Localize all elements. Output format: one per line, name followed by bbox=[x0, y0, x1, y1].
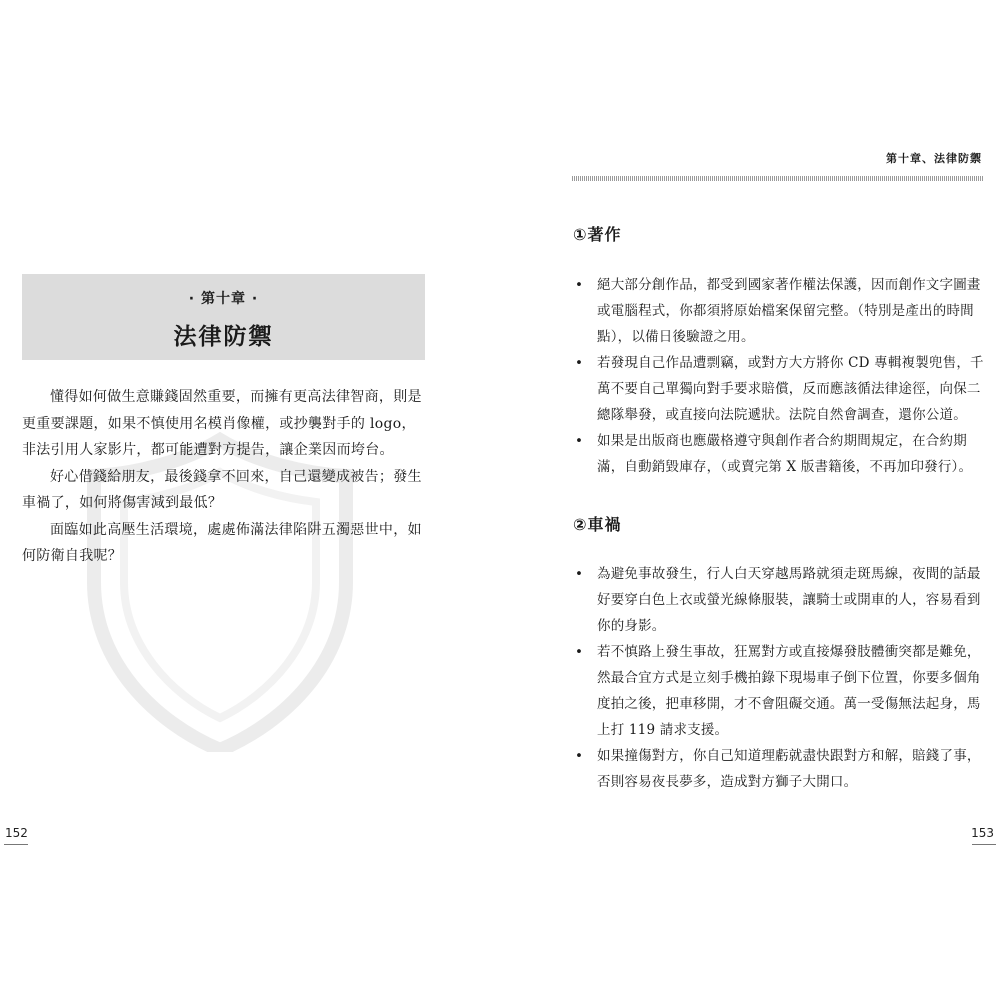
list-item bbox=[572, 272, 984, 350]
list-item-text: 為避免事故發生，行人白天穿越馬路就須走斑馬線，夜間的話最好要穿白色上衣或螢光線條服裝，讓騎士或開車的人，容易看到你的身影。 bbox=[597, 566, 981, 634]
bullet-icon: • bbox=[575, 277, 584, 293]
list-item bbox=[572, 350, 984, 428]
intro-paragraph: 好心借錢給朋友，最後錢拿不回來，自己還變成被告；發生車禍了，如何將傷害減到最低？ bbox=[22, 468, 422, 511]
section-heading-car-accident: ②車禍 bbox=[573, 515, 622, 534]
list-item bbox=[572, 743, 984, 795]
section-heading-copyright: ①著作 bbox=[573, 225, 622, 244]
chapter-title: 法律防禦 bbox=[173, 324, 274, 350]
bullet-icon: • bbox=[575, 566, 584, 582]
page-number-rule bbox=[4, 844, 28, 845]
list-item bbox=[572, 561, 984, 639]
right-page bbox=[500, 0, 1000, 1000]
bullet-list-copyright bbox=[572, 272, 984, 480]
intro-text bbox=[22, 384, 425, 570]
bullet-icon: • bbox=[575, 748, 584, 764]
bullet-icon: • bbox=[575, 355, 584, 371]
header-rule bbox=[572, 176, 984, 181]
bullet-icon: • bbox=[575, 433, 584, 449]
list-item-text: 如果撞傷對方，你自己知道理虧就盡快跟對方和解，賠錢了事，否則容易夜長夢多，造成對方獅子大開口。 bbox=[597, 748, 981, 790]
chapter-label: · 第十章 · bbox=[188, 291, 259, 307]
running-header: 第十章、法律防禦 bbox=[886, 152, 982, 165]
page-number-left: 152 bbox=[5, 826, 28, 840]
chapter-banner bbox=[22, 274, 425, 360]
bullet-icon: • bbox=[575, 644, 584, 660]
list-item-text: 絕大部分創作品，都受到國家著作權法保護，因而創作文字圖畫或電腦程式，你都須將原始檔案保留完整。（特別是產出的時間點），以備日後驗證之用。 bbox=[597, 277, 981, 345]
list-item-text: 如果是出版商也應嚴格遵守與創作者合約期間規定，在合約期滿，自動銷毀庫存，（或賣完第 X 版書籍後，不再加印發行）。 bbox=[597, 433, 973, 475]
list-item bbox=[572, 428, 984, 480]
page-number-right: 153 bbox=[971, 826, 994, 840]
intro-paragraph: 懂得如何做生意賺錢固然重要，而擁有更高法律智商，則是更重要課題，如果不慎使用名模肖像權，或抄襲對手的 logo，非法引用人家影片，都可能遭對方提告，讓企業因而垮台。 bbox=[22, 389, 422, 458]
bullet-list-car-accident bbox=[572, 561, 984, 795]
intro-paragraph: 面臨如此高壓生活環境，處處佈滿法律陷阱五濁惡世中，如何防衛自我呢？ bbox=[22, 521, 422, 564]
page-number-rule bbox=[972, 844, 996, 845]
list-item bbox=[572, 639, 984, 743]
list-item-text: 若不慎路上發生事故，狂罵對方或直接爆發肢體衝突都是難免，然最合宜方式是立刻手機拍錄下現場車子倒下位置，你要多個角度拍之後，把車移開，才不會阻礙交通。萬一受傷無法起身，馬上打 119 請求支援。 bbox=[597, 644, 981, 738]
list-item-text: 若發現自己作品遭剽竊，或對方大方將你 CD 專輯複製兜售，千萬不要自己單獨向對手要求賠償，反而應該循法律途徑，向保二總隊舉發，或直接向法院遞狀。法院自然會調查，還你公道。 bbox=[597, 355, 984, 423]
